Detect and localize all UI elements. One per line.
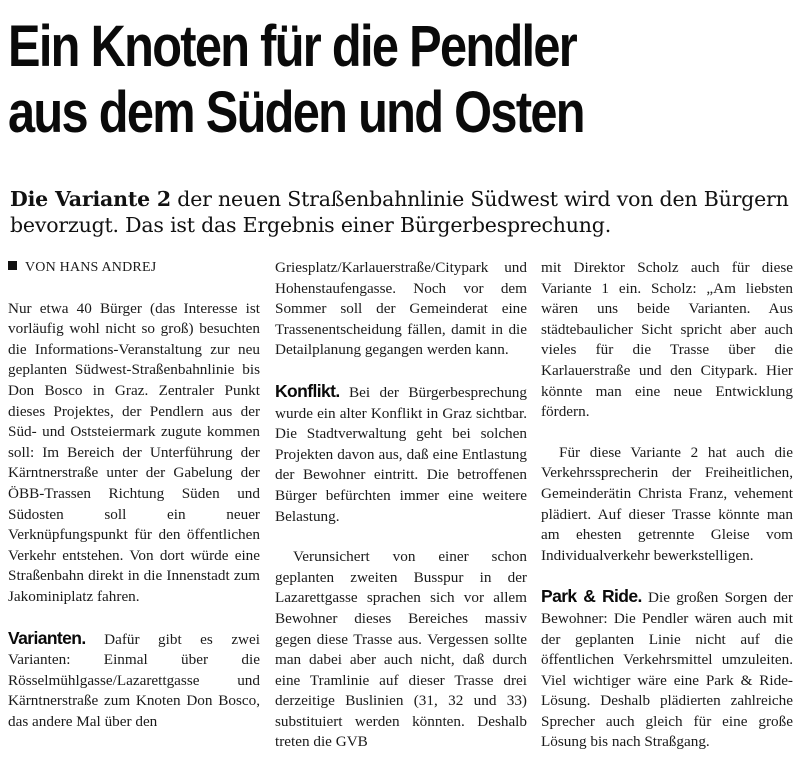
col1-paragraph-2-text: Dafür gibt es zwei Varianten: Einmal über die Rösselmühlgasse/Lazarettgasse und Kärntnerstraße zum Knoten Don Bosco, das andere Mal über den — [8, 630, 260, 730]
headline-line-2: aus dem Süden und Osten — [8, 80, 584, 145]
byline — [8, 258, 260, 279]
subheading-varianten: Varianten. — [8, 627, 86, 648]
col2-paragraph-1: Griesplatz/Karlauerstraße/Citypark und Hohenstaufengasse. Noch vor dem Sommer soll der Gemeinderat eine Trassenentscheidung fällen, damit in die Detailplanung gegangen werden kann. — [275, 259, 527, 359]
column-1 — [8, 258, 260, 732]
byline-square-icon — [8, 261, 17, 270]
lead-paragraph — [10, 186, 800, 238]
byline-text: VON HANS ANDREJ — [25, 260, 157, 275]
headline-line-1: Ein Knoten für die Pendler — [8, 14, 577, 79]
col2-paragraph-2-text: Bei der Bürgerbesprechung wurde ein alter Konflikt in Graz sichtbar. Die Stadtverwaltung geht bei solchen Projekten davon aus, daß eine Entlastung der Bewohner eintritt. Die betroffenen Bürger befürchten immer eine weitere Belastung. — [275, 383, 527, 525]
col2-paragraph-2 — [275, 381, 527, 527]
col3-paragraph-2: Für diese Variante 2 hat auch die Verkehrssprecherin der Freiheitlichen, Gemeinderätin Christa Franz, vehement plädiert. Auf dieser Trasse könnte man am ehesten getrennte Gleise vom Individualverkehr bewerkstelligen. — [541, 443, 793, 564]
column-2 — [275, 258, 527, 753]
lead-bold: Die Variante 2 — [10, 187, 171, 211]
col3-paragraph-3-text: Die großen Sorgen der Bewohner: Die Pendler wären auch mit der geplanten Linie nicht auf die öffentlichen Verkehrsmittel umzuleiten. Viel wichtiger wäre eine Park & Ride-Lösung. Deshalb plädierten zahlreiche Sprecher auch gleich für eine große Lösung bis nach Straßgang. — [541, 589, 793, 751]
col3-paragraph-1: mit Direktor Scholz auch für diese Variante 1 ein. Scholz: „Am liebsten wären uns beide Varianten. Aus städtebaulicher Sicht spricht aber auch vieles für die Trasse über die Karlauerstraße und den Citypark. Hier könnte man eine neue Entwicklung fördern. — [541, 259, 793, 421]
col3-paragraph-3 — [541, 586, 793, 753]
headline — [8, 14, 667, 146]
col2-paragraph-3: Verunsichert von einer schon geplanten zweiten Busspur in der Lazarettgasse sprachen sich vor allem Bewohner dieses Bereiches massiv gegen diese Trasse aus. Vergessen sollte man dabei aber auch nicht, daß durch eine Tramlinie auf dieser Trasse drei derzeitige Buslinien (31, 32 und 33) substituiert werden könnten. Deshalb treten die GVB — [275, 548, 527, 751]
col1-paragraph-2 — [8, 628, 260, 733]
col1-paragraph-1: Nur etwa 40 Bürger (das Interesse ist vorläufig wohl nicht so groß) besuchten die Informations-Veranstaltung zur neu geplanten Südwest-Straßenbahnlinie bis Don Bosco in Graz. Zentraler Punkt dieses Projektes, der Pendlern aus der Süd- und Oststeiermark zugute kommen soll: Im Bereich der Unterführung der Kärntnerstraße unter der Gabelung der ÖBB-Trassen Richtung Süden und Südosten soll ein neuer Verknüpfungspunkt für den öffentlichen Verkehr entstehen. Von dort würde eine Straßenbahn direkt in die Innenstadt zum Jakominiplatz fahren. — [8, 299, 260, 605]
subheading-park-ride: Park & Ride. — [541, 586, 642, 607]
subheading-konflikt: Konflikt. — [275, 380, 340, 401]
lead-text: der neuen Straßenbahnlinie Südwest wird von den Bürgern bevorzugt. Das ist das Ergebnis einer Bürgerbesprechung. — [10, 187, 789, 237]
column-3 — [541, 258, 793, 753]
